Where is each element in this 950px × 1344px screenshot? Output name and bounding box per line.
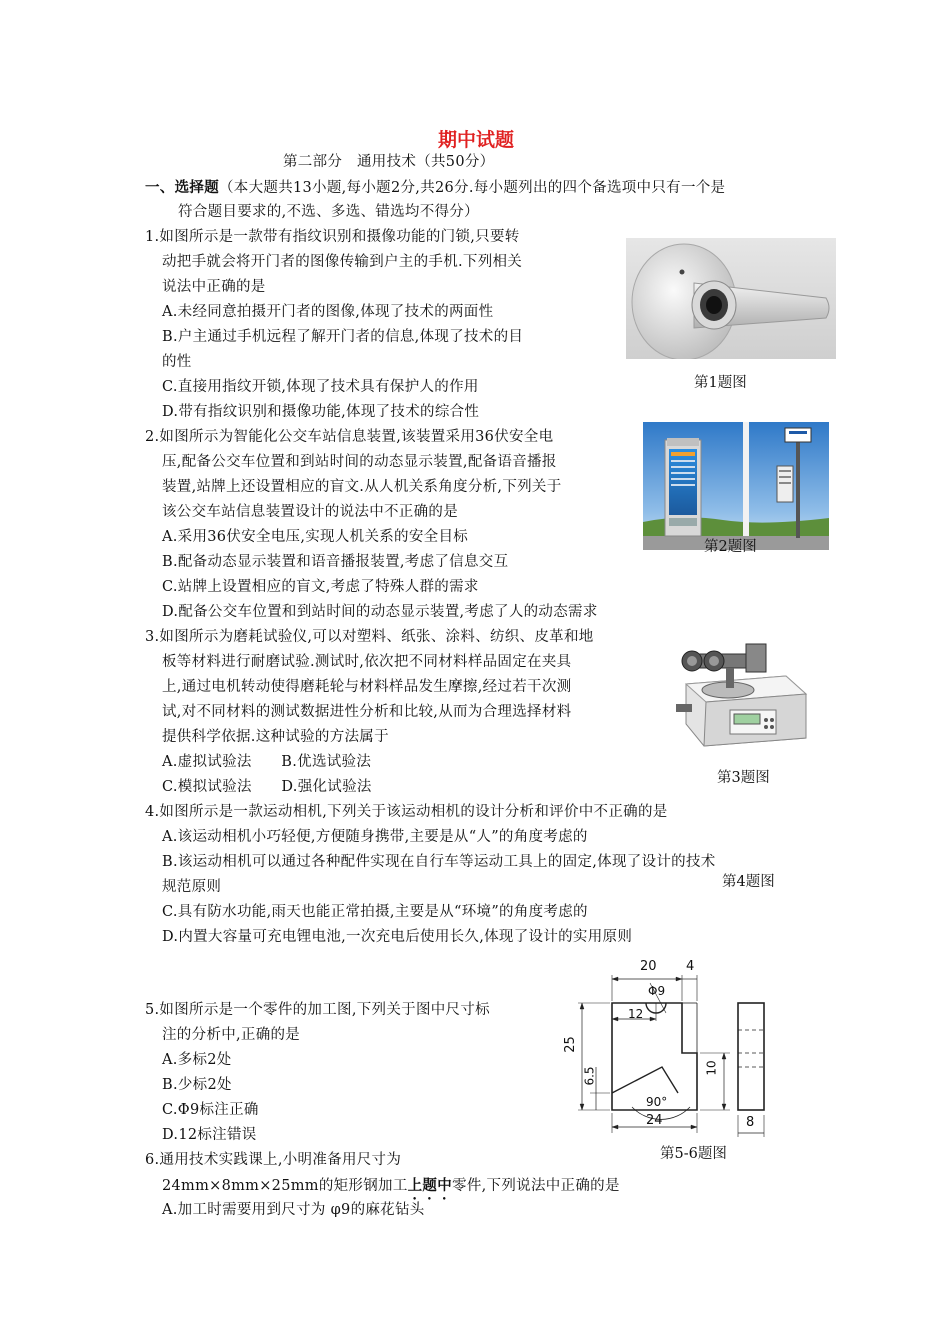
q6-stem-part: 零件,下列说法中正确的是	[452, 1178, 620, 1194]
q4-option-c: C.具有防水功能,雨天也能正常拍摄,主要是从“环境”的角度考虑的	[162, 904, 588, 920]
q6-stem-emphasis: 上题中	[407, 1177, 453, 1194]
section-instruction-2: 符合题目要求的,不选、多选、错选均不得分）	[178, 204, 479, 220]
q2-option-a: A.采用36伏安全电压,实现人机关系的安全目标	[162, 529, 469, 545]
side-view-outline	[738, 1003, 764, 1110]
page-title: 期中试题	[438, 129, 515, 151]
dim-6-5: 6.5	[582, 1066, 597, 1086]
q1-figure-caption: 第1题图	[694, 375, 747, 391]
q3-figure-caption: 第3题图	[717, 770, 770, 786]
q2-stem-line: 压,配备公交车位置和到站时间的动态显示装置,配备语音播报	[162, 454, 557, 470]
q6-option-a: A.加工时需要用到尺寸为 φ9的麻花钻头	[162, 1202, 425, 1218]
q3-stem-line: 提供科学依据.这种试验的方法属于	[162, 729, 389, 745]
dim-12: 12	[628, 1007, 644, 1021]
q6-stem-line-1: 6.通用技术实践课上,小明准备用尺寸为	[145, 1152, 402, 1168]
q4-option-a: A.该运动相机小巧轻便,方便随身携带,主要是从“人”的角度考虑的	[162, 829, 588, 845]
q5-option-d: D.12标注错误	[162, 1127, 257, 1143]
q1-stem-line: 说法中正确的是	[162, 279, 266, 295]
q5-stem-line: 5.如图所示是一个零件的加工图,下列关于图中尺寸标	[145, 1002, 490, 1018]
q2-option-b: B.配备动态显示装置和语音播报装置,考虑了信息交互	[162, 554, 509, 570]
q6-stem-part: 24mm×8mm×25mm的矩形钢加工	[162, 1178, 408, 1194]
q1-option-d: D.带有指纹识别和摄像功能,体现了技术的综合性	[162, 404, 480, 420]
dim-8: 8	[746, 1115, 755, 1130]
dim-4: 4	[686, 959, 695, 974]
q1-stem-line: 动把手就会将开门者的图像传输到户主的手机.下列相关	[162, 254, 523, 270]
dim-25: 25	[562, 1036, 578, 1053]
q3-stem-line: 试,对不同材料的测试数据进性分析和比较,从而为合理选择材料	[162, 704, 572, 720]
q3-abrasion-tester-image	[668, 634, 818, 752]
dim-24: 24	[646, 1113, 663, 1128]
q2-stem-line: 2.如图所示为智能化公交车站信息装置,该装置采用36伏安全电	[145, 429, 554, 445]
dim-10: 10	[704, 1060, 719, 1076]
q1-stem-line: 1.如图所示是一款带有指纹识别和摄像功能的门锁,只要转	[145, 229, 520, 245]
q5-option-c: C.Φ9标注正确	[162, 1102, 259, 1118]
q2-option-c: C.站牌上设置相应的盲文,考虑了特殊人群的需求	[162, 579, 479, 595]
q3-stem-line: 3.如图所示为磨耗试验仪,可以对塑料、纸张、涂料、纺织、皮革和地	[145, 629, 594, 645]
q3-option-ab: A.虚拟试验法 B.优选试验法	[162, 754, 372, 770]
q4-figure-caption: 第4题图	[722, 874, 775, 890]
q2-option-d: D.配备公交车位置和到站时间的动态显示装置,考虑了人的动态需求	[162, 604, 598, 620]
q1-option-c: C.直接用指纹开锁,体现了技术具有保护人的作用	[162, 379, 479, 395]
q4-option-d: D.内置大容量可充电锂电池,一次充电后使用长久,体现了设计的实用原则	[162, 929, 633, 945]
q5-option-a: A.多标2处	[162, 1052, 232, 1068]
q2-stem-line: 该公交车站信息装置设计的说法中不正确的是	[162, 504, 458, 520]
part-subtitle: 第二部分 通用技术（共50分）	[283, 154, 495, 170]
q5-stem-line: 注的分析中,正确的是	[162, 1027, 301, 1043]
q1-door-lock-image	[626, 238, 836, 359]
q5-figure-caption: 第5-6题图	[660, 1146, 727, 1162]
q5-part-drawing	[560, 955, 780, 1140]
q3-stem-line: 上,通过电机转动使得磨耗轮与材料样品发生摩擦,经过若干次测	[162, 679, 572, 695]
dim-90-deg: 90°	[646, 1095, 668, 1109]
q1-option-b-cont: 的性	[162, 354, 192, 370]
q3-stem-line: 板等材料进行耐磨试验.测试时,依次把不同材料样品固定在夹具	[162, 654, 572, 670]
q2-bus-stop-image	[643, 422, 829, 550]
q2-figure-caption: 第2题图	[704, 539, 757, 555]
q4-stem-line: 4.如图所示是一款运动相机,下列关于该运动相机的设计分析和评价中不正确的是	[145, 804, 668, 820]
dim-20: 20	[640, 959, 657, 974]
q1-option-a: A.未经同意拍摄开门者的图像,体现了技术的两面性	[162, 304, 494, 320]
q2-stem-line: 装置,站牌上还设置相应的盲文.从人机关系角度分析,下列关于	[162, 479, 562, 495]
section-instruction-1: （本大题共13小题,每小题2分,共26分.每小题列出的四个备选项中只有一个是	[219, 180, 726, 196]
q1-option-b: B.户主通过手机远程了解开门者的信息,体现了技术的目	[162, 329, 524, 345]
q4-option-b-cont: 规范原则	[162, 879, 222, 895]
section-heading	[145, 175, 725, 201]
q5-option-b: B.少标2处	[162, 1077, 232, 1093]
q3-option-cd: C.模拟试验法 D.强化试验法	[162, 779, 372, 795]
dim-phi9: Φ9	[648, 984, 666, 998]
section-label: 一、选择题	[145, 179, 219, 196]
q4-option-b: B.该运动相机可以通过各种配件实现在自行车等运动工具上的固定,体现了设计的技术	[162, 854, 716, 870]
